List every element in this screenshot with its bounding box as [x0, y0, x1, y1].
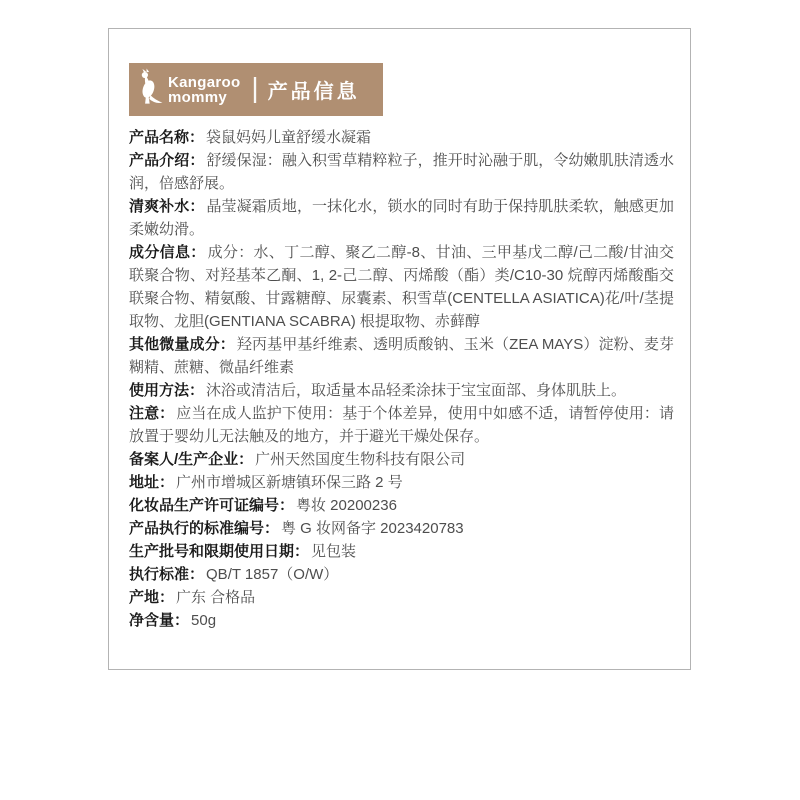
- field-row-exec-standard: [129, 563, 674, 586]
- kangaroo-icon: [137, 68, 164, 111]
- field-text: 沐浴或清洁后，取适量本品轻柔涂抹于宝宝面部、身体肌肤上。: [206, 382, 627, 399]
- brand-logo-line1: Kangaroo: [168, 73, 241, 91]
- field-row-trace-ingredients: [129, 333, 674, 379]
- field-label: 使用方法：: [129, 382, 205, 399]
- field-text: 舒缓保湿：融入积雪草精粹粒子，推开时沁融于肌，令幼嫩肌肤清透水润，倍感舒展。: [129, 152, 674, 192]
- field-label: 产地：: [129, 589, 175, 606]
- field-label: 注意：: [129, 405, 175, 422]
- field-label: 产品名称：: [129, 129, 205, 146]
- field-text: 粤妆 20200236: [296, 497, 397, 514]
- field-label: 净含量：: [129, 612, 190, 629]
- field-row-caution: [129, 402, 674, 448]
- field-label: 产品执行的标准编号：: [129, 520, 280, 537]
- field-text: 成分：水、丁二醇、聚乙二醇-8、甘油、三甲基戊二醇/己二酸/甘油交联聚合物、对羟基苯乙酮、1, 2-己二醇、丙烯酸（酯）类/C10-30 烷醇丙烯酸酯交联聚合物、精氨酸、甘露糖醇、尿囊素、积雪草(CENTELLA ASIATICA)花/叶/茎提取物、龙胆(GENTIANA SCABRA) 根提取物、赤藓醇: [129, 244, 674, 330]
- field-text: 50g: [191, 612, 217, 629]
- field-text: 广州天然国度生物科技有限公司: [255, 451, 466, 468]
- field-row-usage: [129, 379, 674, 402]
- field-label: 执行标准：: [129, 566, 205, 583]
- field-text: 晶莹凝霜质地，一抹化水，锁水的同时有助于保持肌肤柔软，触感更加柔嫩幼滑。: [129, 198, 674, 238]
- field-text: 袋鼠妈妈儿童舒缓水凝霜: [206, 129, 372, 146]
- field-label: 生产批号和限期使用日期：: [129, 543, 310, 560]
- field-label: 产品介绍：: [129, 152, 205, 169]
- field-text: 广州市增城区新塘镇环保三路 2 号: [176, 474, 403, 491]
- field-row-product-intro: [129, 149, 674, 195]
- field-row-standard-no: [129, 517, 674, 540]
- field-text: 粤 G 妆网备字 2023420783: [281, 520, 464, 537]
- field-label: 其他微量成分：: [129, 336, 235, 353]
- field-text: 应当在成人监护下使用：基于个体差异，使用中如感不适，请暂停使用：请放置于婴幼儿无法触及的地方，并于避光干燥处保存。: [129, 405, 674, 445]
- field-text: 羟丙基甲基纤维素、透明质酸钠、玉米（ZEA MAYS）淀粉、麦芽糊精、蔗糖、微晶纤维素: [129, 336, 674, 376]
- field-text: 见包装: [311, 543, 357, 560]
- field-text: 广东 合格品: [176, 589, 256, 606]
- field-label: 化妆品生产许可证编号：: [129, 497, 295, 514]
- brand-banner: [129, 63, 383, 116]
- field-row-ingredients: [129, 241, 674, 333]
- field-row-origin: [129, 586, 674, 609]
- field-label: 成分信息：: [129, 244, 206, 261]
- field-row-product-name: [129, 126, 674, 149]
- field-row-hydration: [129, 195, 674, 241]
- field-row-net-content: [129, 609, 674, 632]
- field-label: 备案人/生产企业：: [129, 451, 254, 468]
- brand-logo-text: [168, 75, 240, 105]
- banner-title: 产品信息: [267, 81, 360, 103]
- field-row-address: [129, 471, 674, 494]
- brand-logo-line2: mommy: [168, 88, 228, 106]
- field-label: 地址：: [129, 474, 175, 491]
- field-text: QB/T 1857（O/W）: [206, 566, 339, 583]
- field-row-batch-date: [129, 540, 674, 563]
- field-label: 清爽补水：: [129, 198, 205, 215]
- product-details: [129, 126, 674, 632]
- field-row-manufacturer: [129, 448, 674, 471]
- banner-divider: |: [251, 72, 259, 103]
- info-border-box: [108, 28, 691, 670]
- field-row-license-no: [129, 494, 674, 517]
